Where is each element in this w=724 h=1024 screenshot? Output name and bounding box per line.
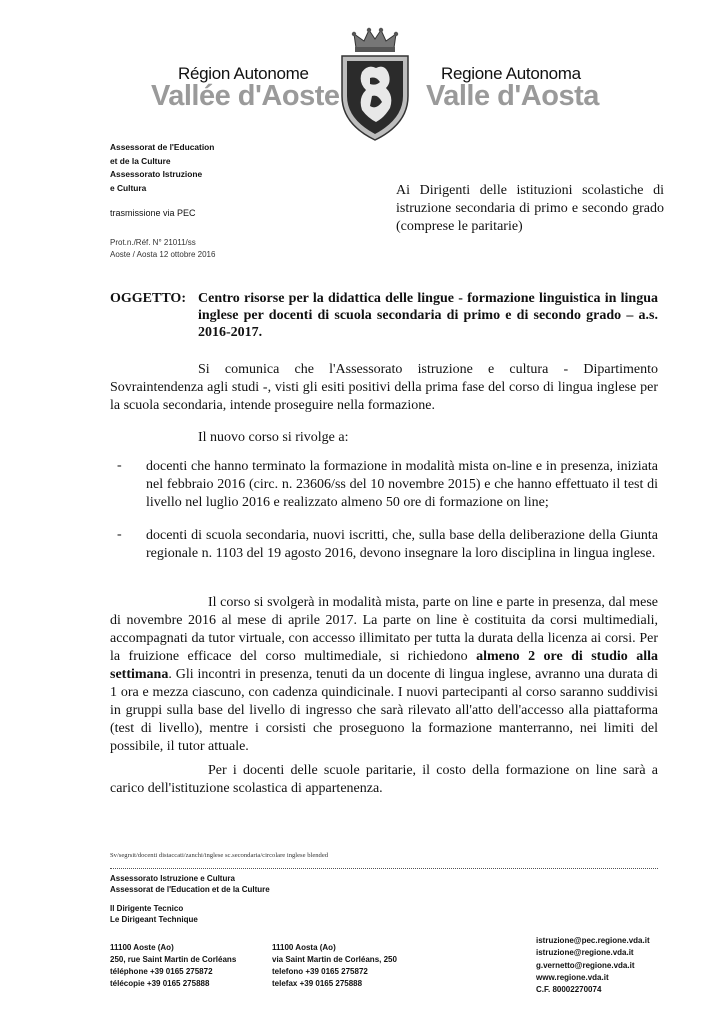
list-item-2: docenti di scuola secondaria, nuovi iscritti, che, sulla base della deliberazione della Giunta regionale n. 1103 del 19 agosto 2016, devono insegnare la loro disciplina in lingua inglese. <box>146 528 658 561</box>
recipient-address: Ai Dirigenti delle istituzioni scolastiche di istruzione secondaria di primo e secondo grado (comprese le paritarie) <box>396 183 664 234</box>
footer-address-it <box>272 942 397 990</box>
footer-line: via Saint Martin de Corléans, 250 <box>272 955 397 964</box>
footer-line: 11100 Aoste (Ao) <box>110 943 174 952</box>
letter-date: Aoste / Aosta 12 ottobre 2016 <box>110 250 216 259</box>
footer-email: istruzione@regione.vda.it <box>536 948 634 958</box>
body-paragraph-3-emphasis: almeno 2 ore di studio alla settimana <box>110 649 658 682</box>
sender-line: Assessorat de l'Education <box>110 142 215 152</box>
footer-line: Il Dirigente Tecnico <box>110 904 184 913</box>
footer-director <box>110 903 198 925</box>
footer-line: Assessorat de l'Education et de la Culture <box>110 885 270 894</box>
region-name-fr-line2: Vallée d'Aoste <box>151 80 340 112</box>
sender-line: e Cultura <box>110 182 147 193</box>
list-item-1: docenti che hanno terminato la formazione in modalità mista on-line e in presenza, iniziata nel febbraio 2016 (circ. n. 23606/ss del 10 novembre 2015) e che hanno effettuato il test di livello nel luglio 2016 e realizzato almeno 50 ore di formazione on line; <box>146 459 658 510</box>
subject-text: Centro risorse per la didattica delle lingue - formazione linguistica in lingua inglese per docenti di scuola secondaria di primo e di secondo grado – a.s. 2016-2017. <box>198 291 658 340</box>
footer-email-pec: istruzione@pec.regione.vda.it <box>536 936 650 945</box>
footer-line: télécopie +39 0165 275888 <box>110 979 210 988</box>
body-paragraph-4-text: Per i docenti delle scuole paritarie, il costo della formazione on line sarà a carico dell'istituzione scolastica di appartenenza. <box>110 763 658 796</box>
footer-line: 11100 Aosta (Ao) <box>272 943 336 952</box>
footer-line: 250, rue Saint Martin de Corléans <box>110 955 237 964</box>
footer-line: téléphone +39 0165 275872 <box>110 967 213 976</box>
list-bullet: - <box>117 527 122 542</box>
list-bullet: - <box>117 458 122 473</box>
protocol-number: Prot.n./Réf. N° 21011/ss <box>110 238 196 247</box>
sender-department <box>110 141 214 195</box>
footer-tax-code: C.F. 80002270074 <box>536 985 602 995</box>
body-paragraph-3 <box>110 594 658 756</box>
sender-line: Assessorato Istruzione <box>110 169 203 179</box>
region-name-it-line2: Valle d'Aosta <box>426 80 599 112</box>
body-paragraph-3-part-c: . Gli incontri in presenza, tenuti da un docente di lingua inglese, avranno una durata di 1 ora e mezza ciascuno, con cadenza quindicinale. I nuovi partecipanti al corso saranno suddivisi in gruppi sulla base del livello di ingresso che sarà rilevato all'atto dell'accesso alla piattaforma (test di livello), mentre i corsisti che proseguono la formazione manterranno, nei limiti del possibile, il tutor attuale. <box>110 667 658 754</box>
body-paragraph-3-part-a: Il corso si svolgerà in modalità mista, parte on line e parte in presenza, dal mese di novembre 2016 al mese di aprile 2017. La parte on line è costituita da corsi multimediali, accompagnati da tutor virtuale, con accesso illimitato per tutta la durata della licenza ai corsi. Per la fruizione efficace del corso multimediale, si richiedono <box>110 595 658 664</box>
footer-line: Assessorato Istruzione e Cultura <box>110 874 235 883</box>
footer-department <box>110 873 270 895</box>
body-paragraph-1-text: Si comunica che l'Assessorato istruzione e cultura - Dipartimento Sovraintendenza agli studi -, visti gli esiti positivi della prima fase del corso di lingua inglese per la scuola secondaria, intende proseguire nella formazione. <box>110 362 658 413</box>
sender-line: et de la Culture <box>110 155 171 166</box>
footer-address-fr <box>110 942 236 990</box>
region-name-it-line1: Regione Autonoma <box>441 64 581 83</box>
footer-line: Le Dirigeant Technique <box>110 915 198 924</box>
body-paragraph-2: Il nuovo corso si rivolge a: <box>198 430 349 445</box>
transmission-note: trasmissione via PEC <box>110 208 196 218</box>
subject-block <box>110 290 658 342</box>
footer-divider <box>110 868 658 869</box>
region-name-fr-line1: Région Autonome <box>178 64 309 83</box>
footer-email-personal: g.vernetto@regione.vda.it <box>536 960 635 970</box>
subject-label: OGGETTO: <box>110 291 186 306</box>
footer-line: telefono +39 0165 275872 <box>272 967 368 976</box>
footer-contacts <box>536 935 650 996</box>
protocol-block <box>110 237 215 261</box>
file-path: Sv/segrsit/docenti distaccati/zanchi/inglese sc.secondaria/circolare inglese blended <box>110 852 329 859</box>
body-paragraph-4 <box>110 762 658 798</box>
footer-line: telefax +39 0165 275888 <box>272 979 363 988</box>
body-paragraph-1 <box>110 361 658 415</box>
regional-coat-of-arms-icon <box>336 26 414 144</box>
footer-website: www.regione.vda.it <box>536 972 609 982</box>
